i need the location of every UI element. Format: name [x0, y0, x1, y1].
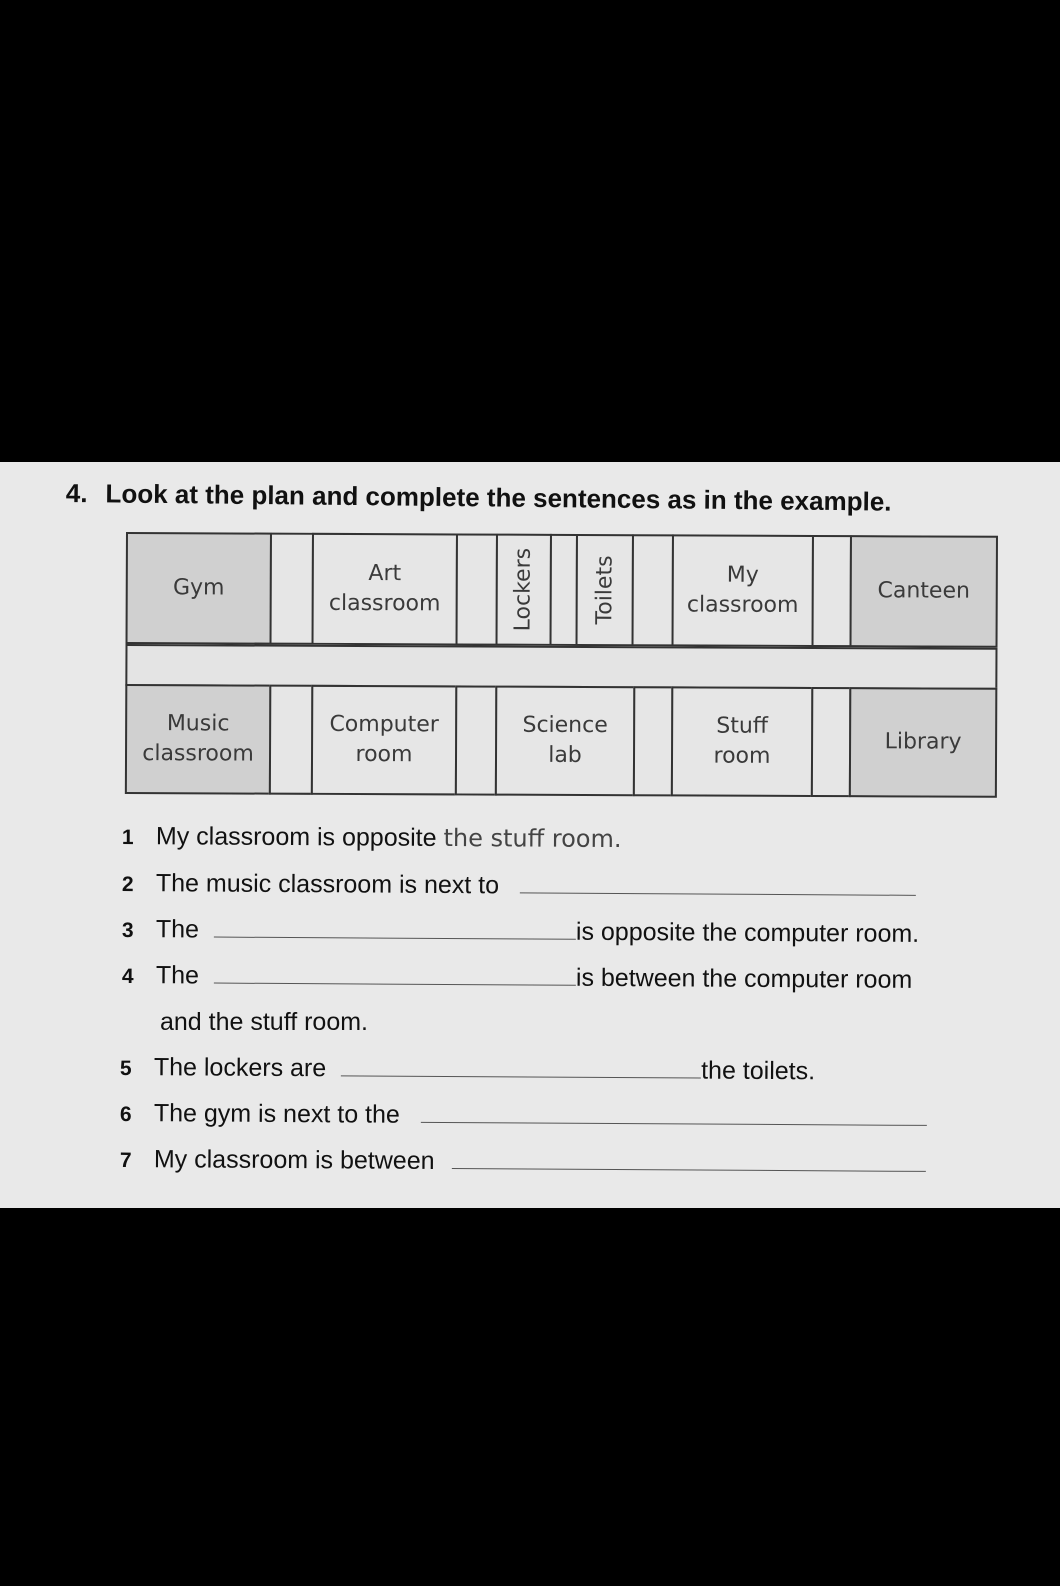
answer-blank[interactable] [214, 961, 576, 986]
room-lockers [496, 534, 552, 646]
sentence-6 [120, 1098, 927, 1133]
answer-blank[interactable] [421, 1100, 927, 1126]
exercise-number: 4. [65, 478, 88, 509]
room-my-classroom [672, 534, 814, 647]
room-unlabeled [456, 533, 498, 645]
room-gym [126, 532, 272, 645]
sentence-5 [120, 1052, 815, 1086]
sentence-text: My classroom is between [153, 1145, 435, 1175]
room-canteen [850, 535, 998, 648]
answer-blank[interactable] [520, 870, 916, 895]
room-label: Toilets [591, 555, 618, 625]
sentence-number: 5 [119, 1056, 132, 1081]
room-label: Music classroom [142, 711, 254, 767]
room-label: Computer room [329, 712, 439, 768]
sentence-text-after: the toilets. [701, 1056, 816, 1086]
sentence-text-after: is between the computer room [575, 963, 913, 994]
sentence-text: My classroom is opposite [155, 822, 437, 852]
sentence-number: 3 [121, 918, 134, 943]
room-label: Lockers [510, 547, 537, 632]
sentence-text: The [155, 915, 200, 944]
room-label: Art classroom [328, 561, 441, 617]
answer-blank[interactable] [341, 1053, 701, 1078]
school-plan [125, 532, 998, 802]
room-unlabeled [455, 685, 497, 795]
room-unlabeled [550, 534, 578, 646]
sentence-number: 4 [121, 964, 134, 989]
sentence-text: The music classroom is next to [155, 869, 500, 900]
sentence-number: 7 [119, 1148, 132, 1173]
room-label: Canteen [877, 578, 971, 604]
room-unlabeled [811, 687, 851, 797]
sentence-1 [122, 822, 622, 854]
example-answer: the stuff room. [443, 823, 622, 854]
room-label: Gym [172, 575, 225, 601]
sentence-number: 2 [121, 872, 134, 897]
sentence-3 [122, 914, 919, 949]
room-science-lab [495, 686, 635, 797]
room-label: My classroom [686, 562, 799, 618]
sentence-number: 6 [119, 1102, 132, 1127]
room-label: Science lab [522, 713, 608, 768]
room-unlabeled [270, 533, 314, 645]
exercise-instruction: Look at the plan and complete the sentences as in the example. [105, 478, 892, 517]
room-stuff-room [671, 686, 813, 797]
room-label: Library [884, 729, 962, 755]
sentence-7 [120, 1144, 926, 1179]
room-unlabeled [812, 535, 852, 647]
room-unlabeled [633, 686, 673, 796]
room-art-classroom [312, 533, 458, 646]
sentence-4-continuation: and the stuff room. [160, 1008, 368, 1036]
sentence-text: The gym is next to the [153, 1099, 400, 1129]
room-computer-room [311, 685, 457, 796]
corridor [125, 644, 997, 690]
sentence-number: 1 [121, 825, 134, 850]
sentence-text-after: is opposite the computer room. [575, 917, 920, 948]
sentence-4 [122, 960, 912, 995]
sentence-text: The [155, 961, 200, 990]
answer-blank[interactable] [214, 915, 576, 940]
sentence-text: The lockers are [153, 1053, 327, 1083]
room-music-classroom [125, 684, 271, 795]
sentence-2 [122, 868, 916, 903]
room-label: Stuff room [713, 713, 771, 769]
room-library [849, 687, 997, 798]
room-toilets [576, 534, 634, 646]
room-unlabeled [632, 534, 674, 646]
room-unlabeled [269, 685, 313, 795]
answer-blank[interactable] [451, 1146, 925, 1172]
